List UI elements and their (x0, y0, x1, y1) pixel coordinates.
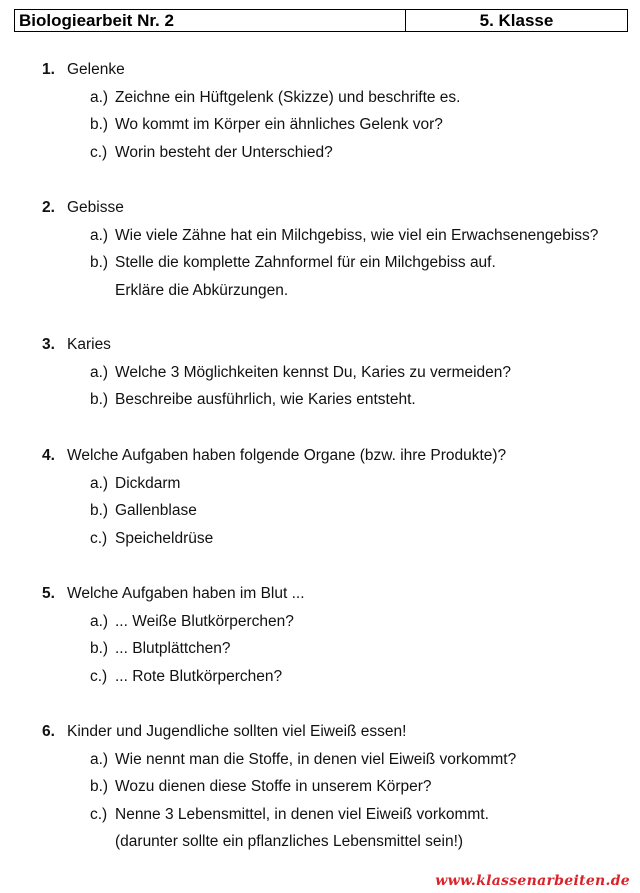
subquestion (0, 635, 640, 663)
task-title: Karies (67, 336, 111, 353)
subquestion-letter: b.) (90, 778, 109, 795)
task-number: 3. (42, 336, 55, 353)
subquestion (0, 386, 640, 414)
subquestion (0, 746, 640, 774)
task-5 (0, 580, 640, 690)
task-6 (0, 718, 640, 856)
task-title: Kinder und Jugendliche sollten viel Eiweiß essen! (67, 723, 407, 740)
subquestion-continuation (0, 828, 640, 856)
task-number: 1. (42, 61, 55, 78)
subquestion-text: Worin besteht der Unterschied? (115, 143, 333, 161)
subquestion-letter: b.) (90, 254, 109, 271)
task-number: 4. (42, 447, 55, 464)
subquestion (0, 663, 640, 691)
subquestion-letter: c.) (90, 143, 108, 161)
subquestion-text: Nenne 3 Lebensmittel, in denen viel Eiweiß vorkommt. (115, 805, 489, 823)
subquestion (0, 84, 640, 112)
task-2 (0, 194, 640, 304)
document-title: Biologiearbeit Nr. 2 (15, 10, 406, 31)
subquestion-continuation-text: Erkläre die Abkürzungen. (115, 281, 289, 299)
subquestion-letter: c.) (90, 805, 108, 823)
task-1 (0, 56, 640, 166)
task-title: Gebisse (67, 199, 124, 216)
subquestion-text: ... Weiße Blutkörperchen? (115, 612, 294, 630)
subquestion (0, 470, 640, 498)
task-4 (0, 442, 640, 552)
task-title: Welche Aufgaben haben folgende Organe (bzw. ihre Produkte)? (67, 447, 507, 464)
subquestion-text: Wozu dienen diese Stoffe in unserem Körper? (115, 778, 432, 795)
subquestion-letter: c.) (90, 667, 108, 685)
subquestion (0, 249, 640, 277)
subquestion-text: Wie nennt man die Stoffe, in denen viel Eiweiß vorkommt? (115, 750, 517, 768)
subquestion-letter: c.) (90, 529, 108, 547)
subquestion-text: Dickdarm (115, 474, 181, 492)
subquestion-text: Beschreibe ausführlich, wie Karies entsteht. (115, 391, 416, 408)
subquestion (0, 497, 640, 525)
subquestion (0, 359, 640, 387)
subquestion-text: ... Blutplättchen? (115, 640, 231, 657)
subquestion-text: Speicheldrüse (115, 529, 214, 547)
task-title: Gelenke (67, 61, 125, 78)
subquestion-letter: a.) (90, 363, 109, 381)
subquestion-text: ... Rote Blutkörperchen? (115, 667, 283, 685)
subquestion-letter: a.) (90, 750, 109, 768)
subquestion-text: Gallenblase (115, 502, 197, 519)
subquestion-letter: b.) (90, 640, 109, 657)
task-number: 2. (42, 199, 55, 216)
subquestion-letter: a.) (90, 474, 109, 492)
subquestion-letter: b.) (90, 116, 109, 133)
task-number: 6. (42, 723, 55, 740)
subquestion-continuation-text: (darunter sollte ein pflanzliches Lebensmittel sein!) (115, 833, 464, 850)
subquestion (0, 608, 640, 636)
subquestion-text: Zeichne ein Hüftgelenk (Skizze) und beschrifte es. (115, 88, 461, 106)
task-number: 5. (42, 585, 55, 602)
subquestion (0, 139, 640, 167)
subquestion (0, 801, 640, 829)
task-title: Welche Aufgaben haben im Blut ... (67, 585, 305, 602)
subquestion-text: Stelle die komplette Zahnformel für ein Milchgebiss auf. (115, 254, 496, 271)
subquestion-letter: b.) (90, 502, 109, 519)
task-3 (0, 331, 640, 414)
subquestion-text: Welche 3 Möglichkeiten kennst Du, Karies zu vermeiden? (115, 363, 512, 381)
subquestion-letter: a.) (90, 612, 109, 630)
header-table (14, 9, 628, 32)
subquestion (0, 773, 640, 801)
subquestion-letter: b.) (90, 391, 109, 408)
subquestion (0, 111, 640, 139)
watermark-link[interactable]: www.klassenarbeiten.de (435, 873, 630, 889)
subquestion-continuation (0, 277, 640, 305)
subquestion-letter: a.) (90, 226, 109, 244)
grade-label: 5. Klasse (479, 10, 554, 30)
subquestion (0, 222, 640, 250)
subquestion (0, 525, 640, 553)
subquestion-text: Wo kommt im Körper ein ähnliches Gelenk vor? (115, 116, 443, 133)
subquestion-letter: a.) (90, 88, 109, 106)
subquestion-text: Wie viele Zähne hat ein Milchgebiss, wie viel ein Erwachsenengebiss? (115, 226, 599, 244)
